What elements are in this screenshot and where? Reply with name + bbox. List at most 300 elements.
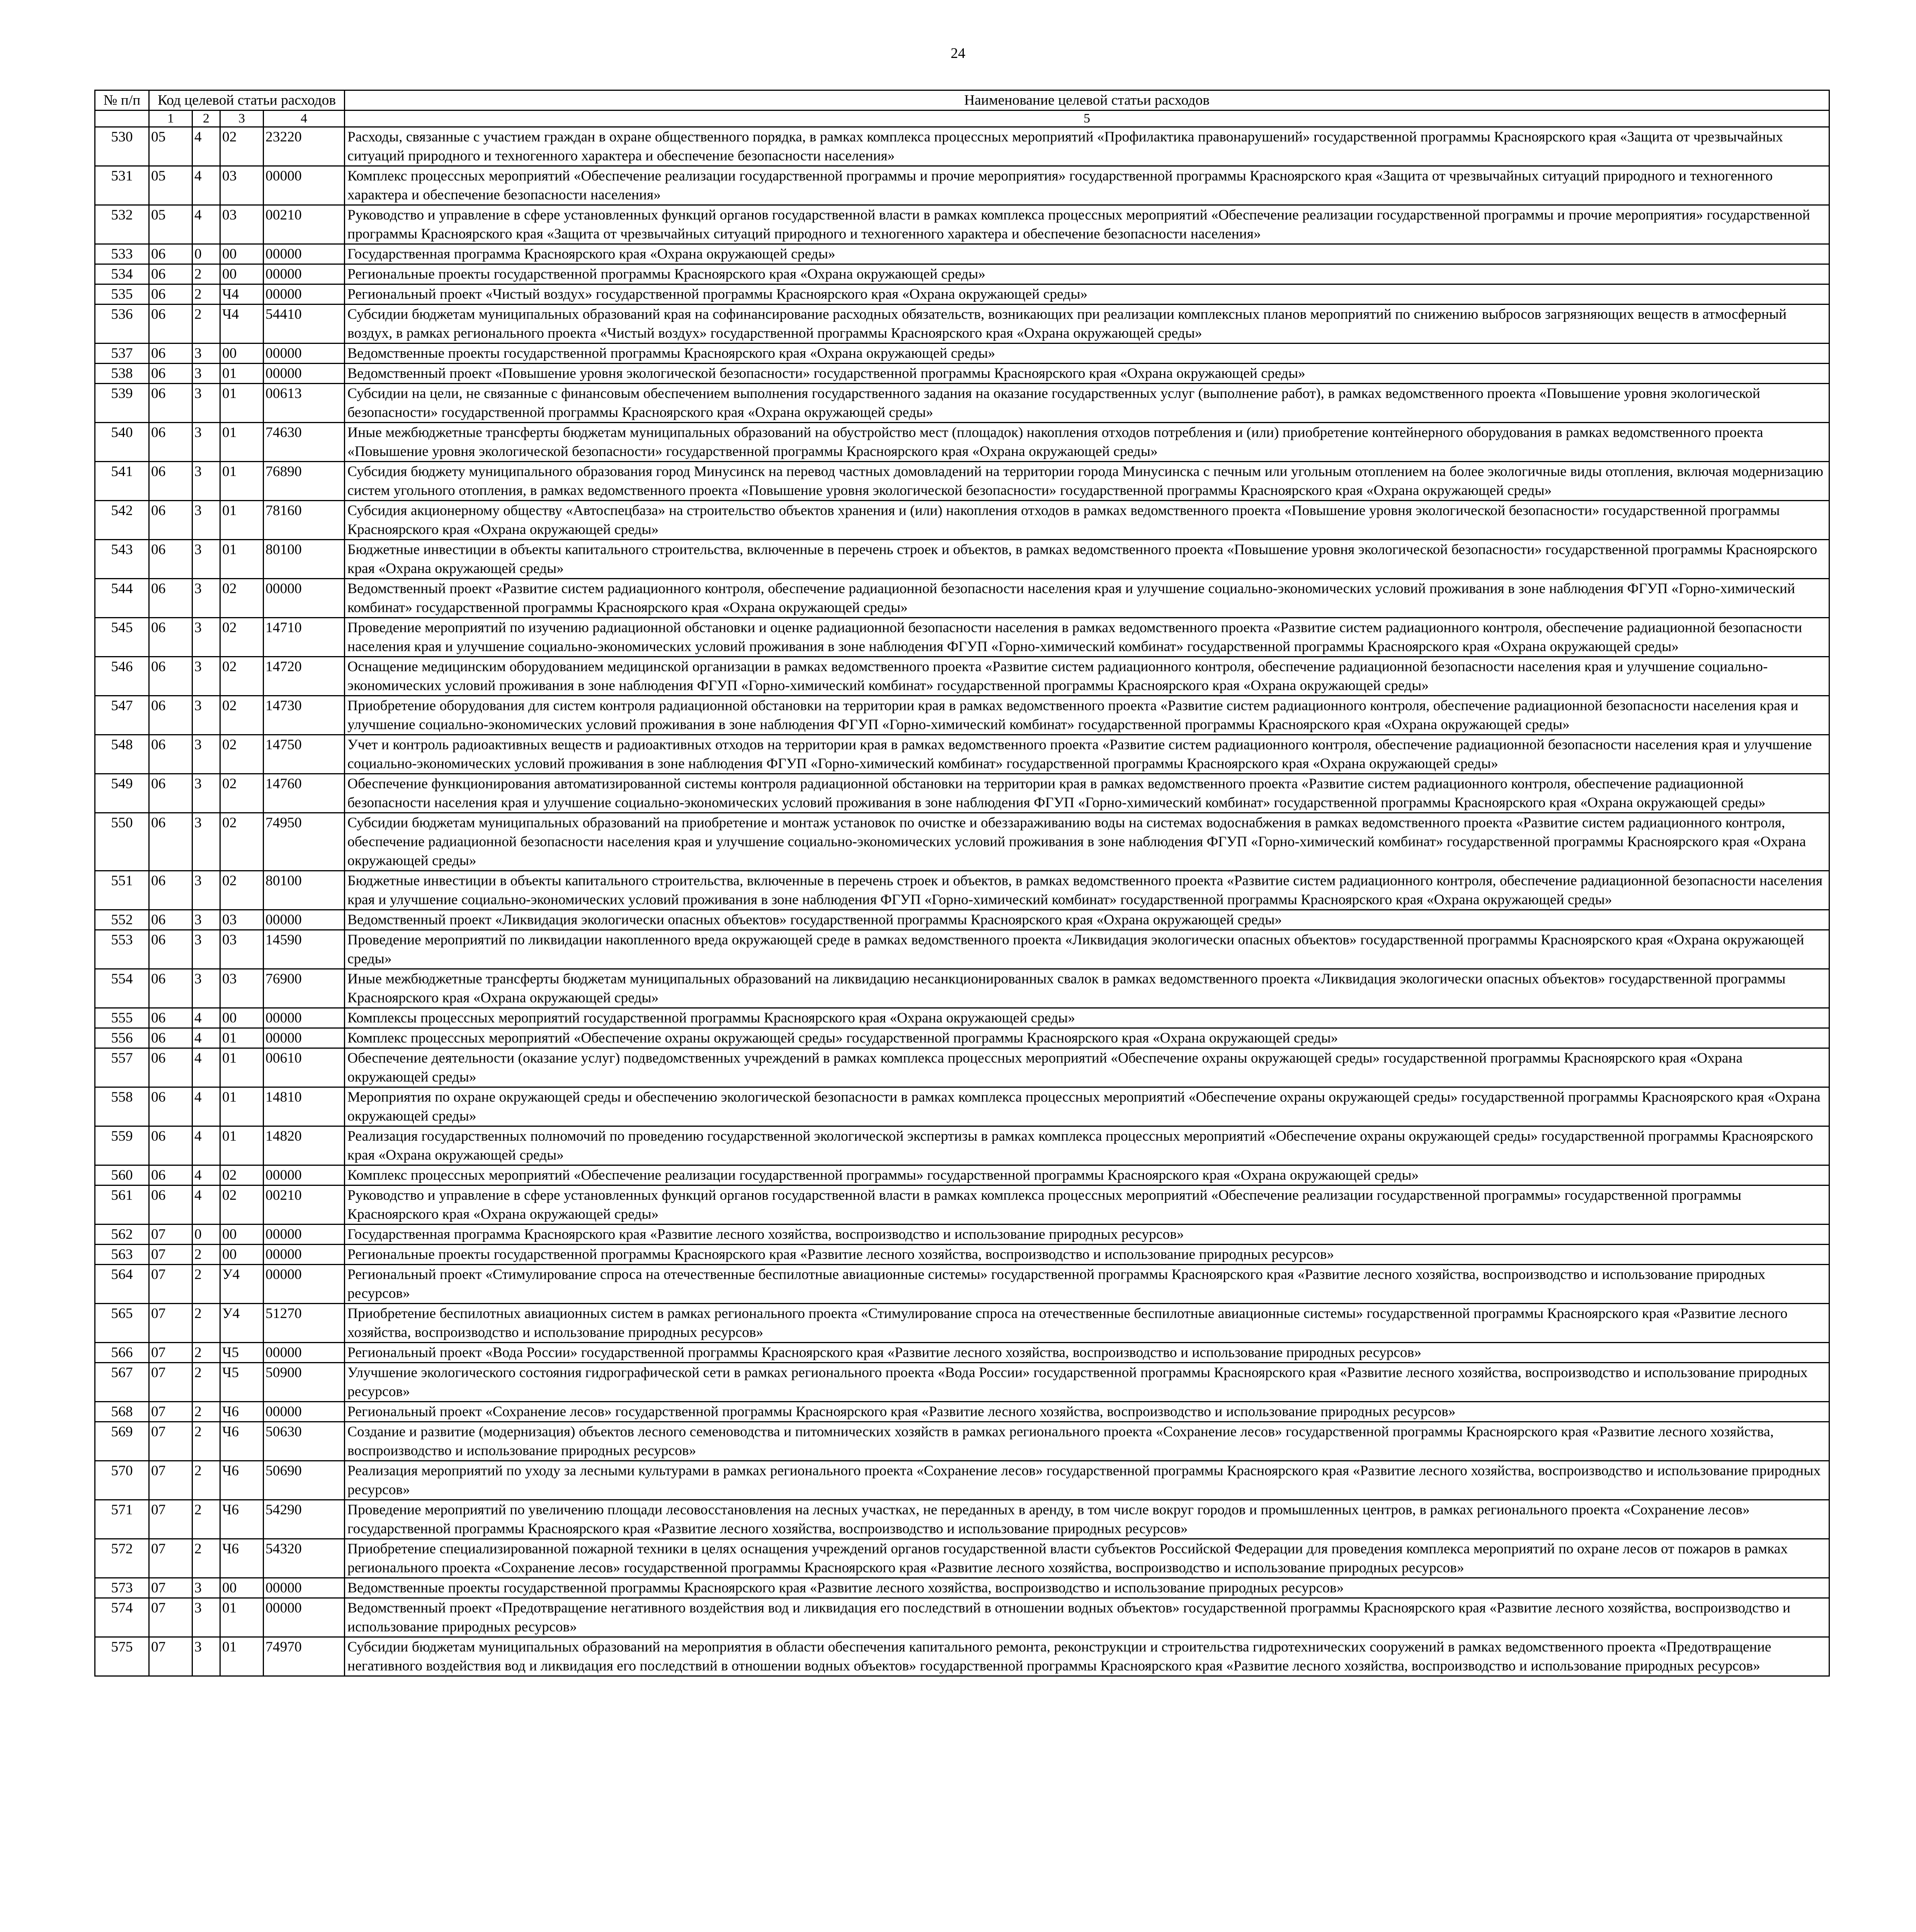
code-program: 06 — [149, 657, 192, 696]
table-row — [95, 618, 1829, 657]
row-number: 573 — [95, 1578, 149, 1598]
code-direction: 14730 — [264, 696, 345, 735]
code-subprogram-type: 3 — [192, 344, 220, 364]
code-program: 07 — [149, 1461, 192, 1500]
code-direction: 00000 — [264, 264, 345, 284]
code-program: 07 — [149, 1363, 192, 1402]
row-number: 544 — [95, 579, 149, 618]
code-subprogram-type: 3 — [192, 1598, 220, 1637]
table-row — [95, 1048, 1829, 1087]
expense-item-name: Комплекс процессных мероприятий «Обеспечение охраны окружающей среды» государственной программы Красноярского края «Охрана окружающей среды» — [345, 1028, 1829, 1048]
code-program: 06 — [149, 462, 192, 501]
row-number: 560 — [95, 1165, 149, 1185]
table-row — [95, 1265, 1829, 1304]
row-number: 540 — [95, 423, 149, 462]
code-program: 07 — [149, 1500, 192, 1539]
code-structural-element: Ч6 — [220, 1500, 264, 1539]
row-number: 547 — [95, 696, 149, 735]
expense-item-name: Ведомственные проекты государственной программы Красноярского края «Развитие лесного хозяйства, воспроизводство и использование природных ресурсов» — [345, 1578, 1829, 1598]
expense-item-name: Реализация мероприятий по уходу за лесными культурами в рамках регионального проекта «Сохранение лесов» государственной программы Красноярского края «Развитие лесного хозяйства, воспроизводство и использование природных ресурсов» — [345, 1461, 1829, 1500]
row-number: 571 — [95, 1500, 149, 1539]
table-row — [95, 1422, 1829, 1461]
code-direction: 00000 — [264, 1265, 345, 1304]
code-program: 07 — [149, 1245, 192, 1265]
code-subprogram-type: 2 — [192, 264, 220, 284]
code-direction: 14820 — [264, 1126, 345, 1165]
code-structural-element: Ч6 — [220, 1402, 264, 1422]
code-structural-element: 00 — [220, 344, 264, 364]
col-number-2: 2 — [192, 111, 220, 127]
code-program: 06 — [149, 244, 192, 264]
code-direction: 00210 — [264, 1185, 345, 1225]
code-program: 07 — [149, 1598, 192, 1637]
code-direction: 00000 — [264, 1008, 345, 1028]
expense-item-name: Реализация государственных полномочий по проведению государственной экологической экспертизы в рамках комплекса процессных мероприятий «Обеспечение охраны окружающей среды» государственной программы Красноярского края «Охрана окружающей среды» — [345, 1126, 1829, 1165]
code-program: 07 — [149, 1225, 192, 1245]
row-number: 575 — [95, 1637, 149, 1676]
table-row — [95, 1402, 1829, 1422]
code-direction: 54290 — [264, 1500, 345, 1539]
table-row — [95, 930, 1829, 969]
row-number: 536 — [95, 304, 149, 344]
code-subprogram-type: 4 — [192, 205, 220, 244]
row-number: 563 — [95, 1245, 149, 1265]
header-code-group: Код целевой статьи расходов — [149, 90, 345, 111]
code-subprogram-type: 2 — [192, 284, 220, 304]
code-subprogram-type: 2 — [192, 1422, 220, 1461]
col-number-4: 4 — [264, 111, 345, 127]
code-structural-element: У4 — [220, 1265, 264, 1304]
code-structural-element: 01 — [220, 1028, 264, 1048]
expense-item-name: Комплексы процессных мероприятий государственной программы Красноярского края «Охрана окружающей среды» — [345, 1008, 1829, 1028]
expense-item-name: Субсидия акционерному обществу «Автоспецбаза» на строительство объектов хранения и (или) накопления отходов в рамках ведомственного проекта «Повышение уровня экологической безопасности» государственной программы Красноярского края «Охрана окружающей среды» — [345, 501, 1829, 540]
code-program: 06 — [149, 579, 192, 618]
row-number: 553 — [95, 930, 149, 969]
expense-item-name: Учет и контроль радиоактивных веществ и радиоактивных отходов на территории края в рамках ведомственного проекта «Развитие систем радиационного контроля, обеспечение радиационной безопасности населения края и улучшение социально-экономических условий проживания в зоне наблюдения ФГУП «Горно-химический комбинат» государственной программы Красноярского края «Охрана окружающей среды» — [345, 735, 1829, 774]
expense-item-name: Региональный проект «Чистый воздух» государственной программы Красноярского края «Охрана окружающей среды» — [345, 284, 1829, 304]
expense-item-name: Иные межбюджетные трансферты бюджетам муниципальных образований на ликвидацию несанкционированных свалок в рамках ведомственного проекта «Ликвидация экологически опасных объектов» государственной программы Красноярского края «Охрана окружающей среды» — [345, 969, 1829, 1008]
table-row — [95, 774, 1829, 813]
code-direction: 23220 — [264, 127, 345, 166]
table-header — [95, 90, 1829, 127]
table-row — [95, 1598, 1829, 1637]
code-direction: 54410 — [264, 304, 345, 344]
table-row — [95, 244, 1829, 264]
code-direction: 51270 — [264, 1304, 345, 1343]
code-program: 06 — [149, 618, 192, 657]
table-row — [95, 696, 1829, 735]
expense-item-name: Бюджетные инвестиции в объекты капитального строительства, включенные в перечень строек и объектов, в рамках ведомственного проекта «Развитие систем радиационного контроля, обеспечение радиационной безопасности населения края и улучшение социально-экономических условий проживания в зоне наблюдения ФГУП «Горно-химический комбинат» государственной программы Красноярского края «Охрана окружающей среды» — [345, 871, 1829, 910]
code-direction: 00000 — [264, 1598, 345, 1637]
table-row — [95, 1185, 1829, 1225]
code-structural-element: 01 — [220, 423, 264, 462]
code-direction: 00000 — [264, 910, 345, 930]
code-structural-element: 00 — [220, 1008, 264, 1028]
code-program: 06 — [149, 501, 192, 540]
code-structural-element: 00 — [220, 264, 264, 284]
header-name: Наименование целевой статьи расходов — [345, 90, 1829, 111]
code-program: 06 — [149, 540, 192, 579]
table-row — [95, 969, 1829, 1008]
code-direction: 14750 — [264, 735, 345, 774]
table-row — [95, 579, 1829, 618]
code-structural-element: Ч6 — [220, 1539, 264, 1578]
code-subprogram-type: 3 — [192, 618, 220, 657]
row-number: 531 — [95, 166, 149, 205]
table-row — [95, 364, 1829, 384]
table-row — [95, 1126, 1829, 1165]
code-direction: 74630 — [264, 423, 345, 462]
code-structural-element: 03 — [220, 205, 264, 244]
code-direction: 00000 — [264, 166, 345, 205]
code-direction: 00000 — [264, 1225, 345, 1245]
expense-item-name: Ведомственный проект «Повышение уровня экологической безопасности» государственной программы Красноярского края «Охрана окружающей среды» — [345, 364, 1829, 384]
code-program: 07 — [149, 1402, 192, 1422]
code-subprogram-type: 2 — [192, 1461, 220, 1500]
code-direction: 50900 — [264, 1363, 345, 1402]
table-row — [95, 264, 1829, 284]
row-number: 558 — [95, 1087, 149, 1126]
row-number: 545 — [95, 618, 149, 657]
expense-item-name: Обеспечение деятельности (оказание услуг) подведомственных учреждений в рамках комплекса процессных мероприятий «Обеспечение охраны окружающей среды» государственной программы Красноярского края «Охрана окружающей среды» — [345, 1048, 1829, 1087]
code-structural-element: 01 — [220, 1637, 264, 1676]
code-program: 05 — [149, 127, 192, 166]
table-row — [95, 657, 1829, 696]
code-subprogram-type: 3 — [192, 423, 220, 462]
row-number: 572 — [95, 1539, 149, 1578]
code-program: 07 — [149, 1637, 192, 1676]
code-subprogram-type: 4 — [192, 1185, 220, 1225]
code-direction: 00000 — [264, 284, 345, 304]
code-structural-element: 00 — [220, 244, 264, 264]
table-row — [95, 1225, 1829, 1245]
expense-item-name: Государственная программа Красноярского края «Развитие лесного хозяйства, воспроизводство и использование природных ресурсов» — [345, 1225, 1829, 1245]
code-program: 06 — [149, 384, 192, 423]
table-row — [95, 1028, 1829, 1048]
row-number: 568 — [95, 1402, 149, 1422]
row-number: 535 — [95, 284, 149, 304]
row-number: 532 — [95, 205, 149, 244]
code-structural-element: 02 — [220, 813, 264, 871]
code-subprogram-type: 3 — [192, 910, 220, 930]
expense-item-name: Расходы, связанные с участием граждан в охране общественного порядка, в рамках комплекса процессных мероприятий «Профилактика правонарушений» государственной программы Красноярского края «Защита от чрезвычайных ситуаций природного и техногенного характера и обеспечение безопасности населения» — [345, 127, 1829, 166]
code-program: 07 — [149, 1265, 192, 1304]
code-direction: 14720 — [264, 657, 345, 696]
table-row — [95, 462, 1829, 501]
code-program: 06 — [149, 1048, 192, 1087]
code-direction: 00613 — [264, 384, 345, 423]
code-program: 06 — [149, 969, 192, 1008]
table-row — [95, 127, 1829, 166]
code-program: 06 — [149, 1008, 192, 1028]
expense-item-name: Оснащение медицинским оборудованием медицинской организации в рамках ведомственного проекта «Развитие систем радиационного контроля, обеспечение радиационной безопасности населения края и улучшение социально-экономических условий проживания в зоне наблюдения ФГУП «Горно-химический комбинат» государственной программы Красноярского края «Охрана окружающей среды» — [345, 657, 1829, 696]
expense-item-name: Субсидии на цели, не связанные с финансовым обеспечением выполнения государственного задания на оказание государственных услуг (выполнение работ), в рамках ведомственного проекта «Повышение уровня экологической безопасности» государственной программы Красноярского края «Охрана окружающей среды» — [345, 384, 1829, 423]
table-row — [95, 1461, 1829, 1500]
code-direction: 50690 — [264, 1461, 345, 1500]
code-direction: 74950 — [264, 813, 345, 871]
code-structural-element: 03 — [220, 969, 264, 1008]
row-number: 542 — [95, 501, 149, 540]
code-structural-element: 01 — [220, 501, 264, 540]
table-row — [95, 205, 1829, 244]
expense-item-name: Приобретение оборудования для систем контроля радиационной обстановки на территории края в рамках ведомственного проекта «Развитие систем радиационного контроля, обеспечение радиационной безопасности населения края и улучшение социально-экономических условий проживания в зоне наблюдения ФГУП «Горно-химический комбинат» государственной программы Красноярского края «Охрана окружающей среды» — [345, 696, 1829, 735]
expense-item-name: Региональный проект «Стимулирование спроса на отечественные беспилотные авиационные системы» государственной программы Красноярского края «Развитие лесного хозяйства, воспроизводство и использование природных ресурсов» — [345, 1265, 1829, 1304]
code-direction: 54320 — [264, 1539, 345, 1578]
expense-item-name: Создание и развитие (модернизация) объектов лесного семеноводства и питомнических хозяйств в рамках регионального проекта «Сохранение лесов» государственной программы Красноярского края «Развитие лесного хозяйства, воспроизводство и использование природных ресурсов» — [345, 1422, 1829, 1461]
code-subprogram-type: 3 — [192, 501, 220, 540]
code-subprogram-type: 3 — [192, 1637, 220, 1676]
code-subprogram-type: 4 — [192, 1165, 220, 1185]
header-column-numbers — [95, 111, 1829, 127]
table-row — [95, 1637, 1829, 1676]
code-direction: 00000 — [264, 364, 345, 384]
row-number: 569 — [95, 1422, 149, 1461]
code-program: 06 — [149, 284, 192, 304]
code-direction: 00000 — [264, 1402, 345, 1422]
expense-item-name: Субсидия бюджету муниципального образования город Минусинск на перевод частных домовладений на территории города Минусинска с печным или угольным отоплением на более экологичные виды отопления, включая модернизацию систем угольного отопления, в рамках ведомственного проекта «Повышение уровня экологической безопасности» государственной программы Красноярского края «Охрана окружающей среды» — [345, 462, 1829, 501]
code-program: 06 — [149, 930, 192, 969]
code-structural-element: 02 — [220, 579, 264, 618]
code-direction: 50630 — [264, 1422, 345, 1461]
code-subprogram-type: 3 — [192, 384, 220, 423]
code-subprogram-type: 3 — [192, 540, 220, 579]
code-direction: 76900 — [264, 969, 345, 1008]
code-program: 06 — [149, 774, 192, 813]
code-structural-element: 02 — [220, 657, 264, 696]
row-number: 548 — [95, 735, 149, 774]
row-number: 552 — [95, 910, 149, 930]
code-subprogram-type: 3 — [192, 1578, 220, 1598]
row-number: 543 — [95, 540, 149, 579]
code-structural-element: Ч4 — [220, 304, 264, 344]
code-direction: 00000 — [264, 1343, 345, 1363]
code-program: 07 — [149, 1422, 192, 1461]
table-row — [95, 910, 1829, 930]
expense-item-name: Приобретение беспилотных авиационных систем в рамках регионального проекта «Стимулирование спроса на отечественные беспилотные авиационные системы» государственной программы Красноярского края «Развитие лесного хозяйства, воспроизводство и использование природных ресурсов» — [345, 1304, 1829, 1343]
code-program: 06 — [149, 910, 192, 930]
code-subprogram-type: 3 — [192, 462, 220, 501]
code-program: 06 — [149, 423, 192, 462]
code-structural-element: 03 — [220, 910, 264, 930]
code-subprogram-type: 4 — [192, 1126, 220, 1165]
row-number: 562 — [95, 1225, 149, 1245]
row-number: 539 — [95, 384, 149, 423]
code-subprogram-type: 3 — [192, 813, 220, 871]
expense-item-name: Региональный проект «Сохранение лесов» государственной программы Красноярского края «Развитие лесного хозяйства, воспроизводство и использование природных ресурсов» — [345, 1402, 1829, 1422]
code-subprogram-type: 3 — [192, 696, 220, 735]
code-structural-element: 00 — [220, 1245, 264, 1265]
code-program: 06 — [149, 344, 192, 364]
row-number: 550 — [95, 813, 149, 871]
code-subprogram-type: 0 — [192, 1225, 220, 1245]
table-row — [95, 871, 1829, 910]
row-number: 570 — [95, 1461, 149, 1500]
code-direction: 00000 — [264, 1028, 345, 1048]
expense-item-name: Проведение мероприятий по увеличению площади лесовосстановления на лесных участках, не переданных в аренду, в том числе вокруг городов и промышленных центров, в рамках регионального проекта «Сохранение лесов» государственной программы Красноярского края «Развитие лесного хозяйства, воспроизводство и использование природных ресурсов» — [345, 1500, 1829, 1539]
code-structural-element: Ч6 — [220, 1461, 264, 1500]
code-subprogram-type: 2 — [192, 1539, 220, 1578]
code-program: 06 — [149, 264, 192, 284]
code-subprogram-type: 2 — [192, 1402, 220, 1422]
code-direction: 00210 — [264, 205, 345, 244]
code-program: 06 — [149, 1087, 192, 1126]
code-direction: 00000 — [264, 1245, 345, 1265]
code-program: 06 — [149, 813, 192, 871]
table-row — [95, 1087, 1829, 1126]
code-structural-element: Ч5 — [220, 1363, 264, 1402]
code-subprogram-type: 3 — [192, 969, 220, 1008]
code-structural-element: 00 — [220, 1578, 264, 1598]
code-direction: 00000 — [264, 1165, 345, 1185]
expense-item-name: Проведение мероприятий по изучению радиационной обстановки и оценке радиационной безопасности населения в рамках ведомственного проекта «Развитие систем радиационного контроля, обеспечение радиационной безопасности населения края и улучшение социально-экономических условий проживания в зоне наблюдения ФГУП «Горно-химический комбинат» государственной программы Красноярского края «Охрана окружающей среды» — [345, 618, 1829, 657]
row-number: 538 — [95, 364, 149, 384]
table-row — [95, 540, 1829, 579]
code-direction: 00000 — [264, 344, 345, 364]
code-subprogram-type: 4 — [192, 1008, 220, 1028]
code-program: 06 — [149, 1126, 192, 1165]
code-subprogram-type: 3 — [192, 364, 220, 384]
table-body — [95, 127, 1829, 1676]
expense-item-name: Бюджетные инвестиции в объекты капитального строительства, включенные в перечень строек и объектов, в рамках ведомственного проекта «Повышение уровня экологической безопасности» государственной программы Красноярского края «Охрана окружающей среды» — [345, 540, 1829, 579]
row-number: 554 — [95, 969, 149, 1008]
code-direction: 80100 — [264, 871, 345, 910]
code-structural-element: 01 — [220, 1598, 264, 1637]
row-number: 557 — [95, 1048, 149, 1087]
code-program: 06 — [149, 735, 192, 774]
code-structural-element: 03 — [220, 166, 264, 205]
code-direction: 76890 — [264, 462, 345, 501]
code-subprogram-type: 4 — [192, 166, 220, 205]
col-number-1: 1 — [149, 111, 192, 127]
code-subprogram-type: 2 — [192, 304, 220, 344]
code-structural-element: 01 — [220, 462, 264, 501]
row-number: 530 — [95, 127, 149, 166]
table-row — [95, 1578, 1829, 1598]
row-number: 564 — [95, 1265, 149, 1304]
code-subprogram-type: 0 — [192, 244, 220, 264]
code-structural-element: 02 — [220, 1185, 264, 1225]
code-subprogram-type: 2 — [192, 1245, 220, 1265]
row-number: 533 — [95, 244, 149, 264]
code-structural-element: У4 — [220, 1304, 264, 1343]
expense-item-name: Региональные проекты государственной программы Красноярского края «Охрана окружающей среды» — [345, 264, 1829, 284]
target-expense-items-table — [94, 90, 1830, 1677]
code-structural-element: 02 — [220, 1165, 264, 1185]
code-subprogram-type: 3 — [192, 774, 220, 813]
table-row — [95, 344, 1829, 364]
row-number: 546 — [95, 657, 149, 696]
expense-item-name: Ведомственный проект «Развитие систем радиационного контроля, обеспечение радиационной безопасности населения края и улучшение социально-экономических условий проживания в зоне наблюдения ФГУП «Горно-химический комбинат» государственной программы Красноярского края «Охрана окружающей среды» — [345, 579, 1829, 618]
code-direction: 00000 — [264, 244, 345, 264]
expense-item-name: Проведение мероприятий по ликвидации накопленного вреда окружающей среде в рамках ведомственного проекта «Ликвидация экологически опасных объектов» государственной программы Красноярского края «Охрана окружающей среды» — [345, 930, 1829, 969]
expense-item-name: Комплекс процессных мероприятий «Обеспечение реализации государственной программы и прочие мероприятия» государственной программы Красноярского края «Защита от чрезвычайных ситуаций природного и техногенного характера и обеспечение безопасности населения» — [345, 166, 1829, 205]
table-row — [95, 1539, 1829, 1578]
code-direction: 00000 — [264, 1578, 345, 1598]
code-program: 07 — [149, 1539, 192, 1578]
code-direction: 74970 — [264, 1637, 345, 1676]
code-structural-element: 02 — [220, 696, 264, 735]
code-structural-element: 02 — [220, 774, 264, 813]
header-number: № п/п — [95, 90, 149, 111]
code-structural-element: 03 — [220, 930, 264, 969]
code-structural-element: 02 — [220, 735, 264, 774]
code-subprogram-type: 4 — [192, 1048, 220, 1087]
code-subprogram-type: 3 — [192, 579, 220, 618]
code-structural-element: 01 — [220, 384, 264, 423]
code-program: 06 — [149, 871, 192, 910]
expense-item-name: Ведомственный проект «Ликвидация экологически опасных объектов» государственной программы Красноярского края «Охрана окружающей среды» — [345, 910, 1829, 930]
row-number: 574 — [95, 1598, 149, 1637]
code-program: 06 — [149, 696, 192, 735]
code-program: 07 — [149, 1304, 192, 1343]
code-subprogram-type: 4 — [192, 1028, 220, 1048]
table-row — [95, 423, 1829, 462]
expense-item-name: Комплекс процессных мероприятий «Обеспечение реализации государственной программы» государственной программы Красноярского края «Охрана окружающей среды» — [345, 1165, 1829, 1185]
table-row — [95, 1245, 1829, 1265]
expense-item-name: Руководство и управление в сфере установленных функций органов государственной власти в рамках комплекса процессных мероприятий «Обеспечение реализации государственной программы» государственной программы Красноярского края «Охрана окружающей среды» — [345, 1185, 1829, 1225]
table-row — [95, 1343, 1829, 1363]
code-program: 06 — [149, 1028, 192, 1048]
code-subprogram-type: 2 — [192, 1304, 220, 1343]
code-direction: 14760 — [264, 774, 345, 813]
code-direction: 80100 — [264, 540, 345, 579]
expense-item-name: Улучшение экологического состояния гидрографической сети в рамках регионального проекта «Вода России» государственной программы Красноярского края «Развитие лесного хозяйства, воспроизводство и использование природных ресурсов» — [345, 1363, 1829, 1402]
code-program: 07 — [149, 1343, 192, 1363]
expense-item-name: Субсидии бюджетам муниципальных образований на мероприятия в области обеспечения капитального ремонта, реконструкции и строительства гидротехнических сооружений в рамках ведомственного проекта «Предотвращение негативного воздействия вод и ликвидация его последствий в отношении водных объектов» государственной программы Красноярского края «Развитие лесного хозяйства, воспроизводство и использование природных ресурсов» — [345, 1637, 1829, 1676]
expense-item-name: Ведомственные проекты государственной программы Красноярского края «Охрана окружающей среды» — [345, 344, 1829, 364]
code-structural-element: Ч4 — [220, 284, 264, 304]
code-program: 05 — [149, 205, 192, 244]
page-number: 24 — [951, 45, 965, 61]
expense-item-name: Руководство и управление в сфере установленных функций органов государственной власти в рамках комплекса процессных мероприятий «Обеспечение реализации государственной программы и прочие мероприятия» государственной программы Красноярского края «Защита от чрезвычайных ситуаций природного и техногенного характера и обеспечение безопасности населения» — [345, 205, 1829, 244]
code-structural-element: Ч6 — [220, 1422, 264, 1461]
code-direction: 78160 — [264, 501, 345, 540]
code-subprogram-type: 4 — [192, 127, 220, 166]
code-subprogram-type: 2 — [192, 1363, 220, 1402]
code-direction: 00000 — [264, 579, 345, 618]
row-number: 559 — [95, 1126, 149, 1165]
expense-item-name: Иные межбюджетные трансферты бюджетам муниципальных образований на обустройство мест (площадок) накопления отходов потребления и (или) приобретение контейнерного оборудования в рамках ведомственного проекта «Повышение уровня экологической безопасности» государственной программы Красноярского края «Охрана окружающей среды» — [345, 423, 1829, 462]
table-row — [95, 813, 1829, 871]
code-subprogram-type: 3 — [192, 930, 220, 969]
row-number: 561 — [95, 1185, 149, 1225]
code-subprogram-type: 4 — [192, 1087, 220, 1126]
code-structural-element: 02 — [220, 871, 264, 910]
code-subprogram-type: 3 — [192, 657, 220, 696]
row-number: 541 — [95, 462, 149, 501]
code-program: 06 — [149, 304, 192, 344]
code-program: 05 — [149, 166, 192, 205]
table-row — [95, 384, 1829, 423]
code-subprogram-type: 2 — [192, 1265, 220, 1304]
code-program: 06 — [149, 1165, 192, 1185]
table-row — [95, 1500, 1829, 1539]
code-structural-element: 00 — [220, 1225, 264, 1245]
code-program: 07 — [149, 1578, 192, 1598]
expense-item-name: Субсидии бюджетам муниципальных образований на приобретение и монтаж установок по очистке и обеззараживанию воды на системах водоснабжения в рамках ведомственного проекта «Развитие систем радиационного контроля, обеспечение радиационной безопасности населения края и улучшение социально-экономических условий проживания в зоне наблюдения ФГУП «Горно-химический комбинат» государственной программы Красноярского края «Охрана окружающей среды» — [345, 813, 1829, 871]
row-number: 551 — [95, 871, 149, 910]
code-subprogram-type: 2 — [192, 1500, 220, 1539]
table-row — [95, 1008, 1829, 1028]
row-number: 567 — [95, 1363, 149, 1402]
row-number: 534 — [95, 264, 149, 284]
code-structural-element: 01 — [220, 1126, 264, 1165]
code-structural-element: 01 — [220, 1087, 264, 1126]
col-number-blank — [95, 111, 149, 127]
code-direction: 00610 — [264, 1048, 345, 1087]
code-structural-element: 02 — [220, 127, 264, 166]
table-row — [95, 735, 1829, 774]
